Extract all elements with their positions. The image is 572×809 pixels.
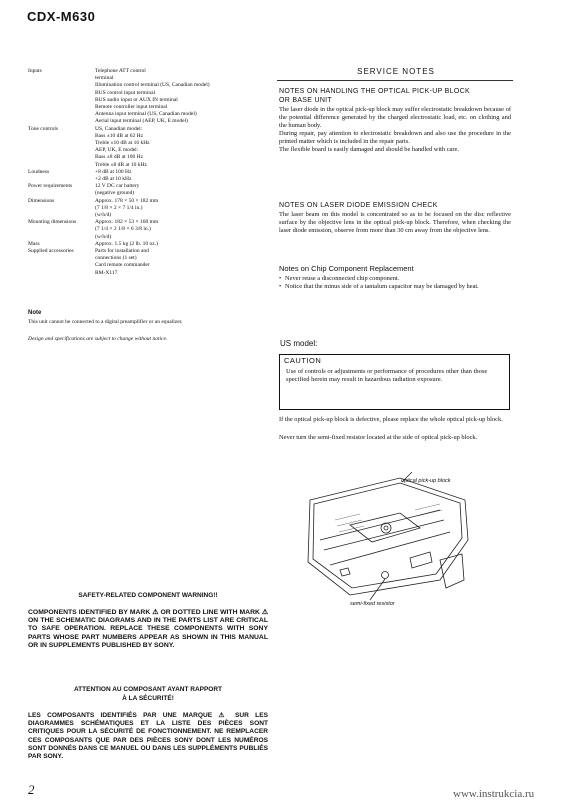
spec-value-line: (w/h/d) xyxy=(95,212,112,219)
spec-label: Tone controls xyxy=(28,125,59,132)
spec-row xyxy=(28,183,268,197)
pickup-block-illustration xyxy=(290,470,480,602)
spec-value-line: (negative ground) xyxy=(95,190,135,197)
attention-heading xyxy=(28,686,268,703)
spec-value xyxy=(95,241,268,248)
spec-value xyxy=(95,219,268,241)
figure-label-resistor: semi-fixed resistor xyxy=(350,601,395,607)
chip-list xyxy=(279,275,511,291)
figure-label-block: optical pick-up block xyxy=(401,478,451,484)
spec-value-line: Bass ±10 dB at 62 Hz xyxy=(95,132,144,139)
watermark: www.instrukcia.ru xyxy=(453,788,535,800)
pickup-paragraph-2: During repair, pay attention to electrostatic breakdown and also use the procedure in the printed matter which is included in the repair parts. xyxy=(279,130,511,146)
safety-text: COMPONENTS IDENTIFIED BY MARK ⚠ OR DOTTED LINE WITH MARK ⚠ ON THE SCHEMATIC DIAGRAMS AND IN THE PARTS LIST ARE CRITICAL TO SAFE OPERATION. REPLACE THESE COMPONENTS WITH SONY PARTS WHOSE PART NUMBERS APPEAR AS SHOWN IN THIS MANUAL OR IN SUPPLEMENTS PUBLISHED BY SONY. xyxy=(28,609,268,649)
spec-value-line: (7 1/4 × 2 1/8 × 6 3/8 in.) xyxy=(95,226,151,233)
chip-item-text: Notice that the minus side of a tantalum capacitor may be damaged by heat. xyxy=(285,283,479,291)
spec-value-line: Illumination control terminal (US, Canadian model) xyxy=(95,82,210,89)
spec-value-line: BUS control input terminal xyxy=(95,89,156,96)
chip-item-text: Never reuse a disconnected chip component. xyxy=(285,275,400,282)
spec-value xyxy=(95,183,268,197)
attention-heading-line1: ATTENTION AU COMPOSANT AYANT RAPPORT xyxy=(73,686,223,693)
note-text: This unit cannot be connected to a digital preamplifier or an equalizer. xyxy=(28,319,183,325)
spec-label: Mass xyxy=(28,240,40,247)
us-model-label: US model: xyxy=(280,339,318,348)
spec-value-line: Approx. 178 × 50 × 182 mm xyxy=(95,197,159,204)
pickup-paragraph-3: The flexible board is easily damaged and should be handled with care. xyxy=(279,146,459,154)
spec-value-line: Treble ±10 dB at 16 kHz xyxy=(95,140,150,147)
spec-value-line: (7 1/8 × 2 × 7 1/4 in.) xyxy=(95,204,143,211)
spec-value-line: Parts for installation and xyxy=(95,248,149,255)
laser-text: The laser beam on this model is concentrated so as to be focused on the disc reflective surface by the objective lens in the optical pick-up block. Therefore, when checking the laser diode emission, observe from more than 30 cm away from the objective lens. xyxy=(279,211,511,235)
spec-value-line: RM-X117 xyxy=(95,269,118,276)
spec-value-line: terminal xyxy=(95,75,114,82)
service-notes-title: SERVICE NOTES xyxy=(357,67,435,76)
spec-value-line: connections (1 set) xyxy=(95,255,137,262)
chip-heading: Notes on Chip Component Replacement xyxy=(279,264,414,273)
spec-value xyxy=(95,68,268,126)
spec-row xyxy=(28,126,268,169)
attention-text: LES COMPOSANTS IDENTIFIÉS PAR UNE MARQUE ⚠ SUR LES DIAGRAMMES SCHÉMATIQUES ET LA LISTE DES PIÈCES SONT CRITIQUES POUR LA SÉCURITÉ DE FONCTIONNEMENT. NE REMPLACER CES COMPOSANTS QUE PAR DES PIÈCES SONY DONT LES NUMÉROS SONT DONNÉS DANS CE MANUEL OU DANS LES SUPPLÉMENTS PUBLIÉS PAR SONY. xyxy=(28,712,268,761)
spec-label: Power requirements xyxy=(28,183,73,190)
spec-label: Mounting dimensions xyxy=(28,219,77,226)
model-title: CDX-M630 xyxy=(27,9,96,24)
spec-value xyxy=(95,126,268,169)
pickup-paragraphs xyxy=(279,106,511,155)
spec-value-line: 12 V DC car battery xyxy=(95,183,140,190)
spec-label: Supplied accessories xyxy=(28,248,74,255)
spec-label: Loudness xyxy=(28,168,50,175)
specifications-table xyxy=(28,68,268,277)
spec-value-line: Telephone ATT control xyxy=(95,68,146,74)
page-number: 2 xyxy=(28,782,35,797)
spec-value-line: Treble ±8 dB at 10 kHz xyxy=(95,161,147,168)
spec-value-line: BUS audio input or AUX IN terminal xyxy=(95,96,178,103)
spec-row xyxy=(28,241,268,248)
spec-row xyxy=(28,68,268,126)
spec-value xyxy=(95,169,268,183)
pickup-heading xyxy=(279,87,513,105)
spec-row xyxy=(28,198,268,220)
spec-value-line: Antenna input terminal (US, Canadian model) xyxy=(95,111,197,118)
pickup-paragraph-1: The laser diode in the optical pick-up block may suffer electrostatic breakdown because of the potential difference generated by the charged electrostatic load, etc. on clothing and the human body. xyxy=(279,106,511,130)
spec-value-line: Remote controller input terminal xyxy=(95,104,168,111)
spec-row xyxy=(28,248,268,277)
spec-value-line: Approx. 1.5 kg (2 lb. 10 oz.) xyxy=(95,240,158,247)
attention-heading-line2: À LA SÉCURITÉ! xyxy=(122,694,174,702)
divider xyxy=(277,80,513,81)
spec-value-line: Approx. 182 × 53 × 160 mm xyxy=(95,219,159,226)
spec-label: Inputs xyxy=(28,68,42,74)
spec-value-line: Bass ±8 dB at 100 Hz xyxy=(95,154,144,161)
spec-label: Dimensions xyxy=(28,197,55,204)
pickup-heading-line2: OR BASE UNIT xyxy=(279,97,332,104)
chip-item: • Notice that the minus side of a tantalum capacitor may be damaged by heat. xyxy=(279,283,479,291)
caution-heading: CAUTION xyxy=(284,356,322,365)
semifixed-text: Never turn the semi-fixed resistor located at the side of optical pick-up block. xyxy=(279,434,478,441)
caution-text: Use of controls or adjustments or performance of procedures other than those specified herein may result in hazardous radiation exposure. xyxy=(286,368,488,384)
spec-row xyxy=(28,219,268,241)
note-heading: Note xyxy=(28,310,42,316)
spec-value-line: Card remote commander xyxy=(95,262,150,269)
spec-value-line: US, Canadian model: xyxy=(95,125,143,132)
spec-value-line: +8 dB at 100 Hz xyxy=(95,168,132,175)
defective-text: If the optical pick-up block is defective, please replace the whole optical pick-up block. xyxy=(279,416,503,423)
pickup-heading-line1: NOTES ON HANDLING THE OPTICAL PICK-UP BLOCK xyxy=(279,88,470,95)
spec-value xyxy=(95,198,268,220)
spec-row xyxy=(28,169,268,183)
safety-heading: SAFETY-RELATED COMPONENT WARNING!! xyxy=(78,592,218,599)
spec-value-line: (w/h/d) xyxy=(95,233,112,240)
laser-heading: NOTES ON LASER DIODE EMISSION CHECK xyxy=(279,202,438,209)
design-notice: Design and specifications are subject to change without notice. xyxy=(28,336,168,342)
spec-value-line: +2 dB at 10 kHz xyxy=(95,176,132,183)
spec-value-line: Aerial input terminal (AEP, UK, E model) xyxy=(95,118,188,125)
chip-item: • Never reuse a disconnected chip component. xyxy=(279,275,400,282)
spec-value-line: AEP, UK, E model: xyxy=(95,147,139,154)
spec-value xyxy=(95,248,268,277)
